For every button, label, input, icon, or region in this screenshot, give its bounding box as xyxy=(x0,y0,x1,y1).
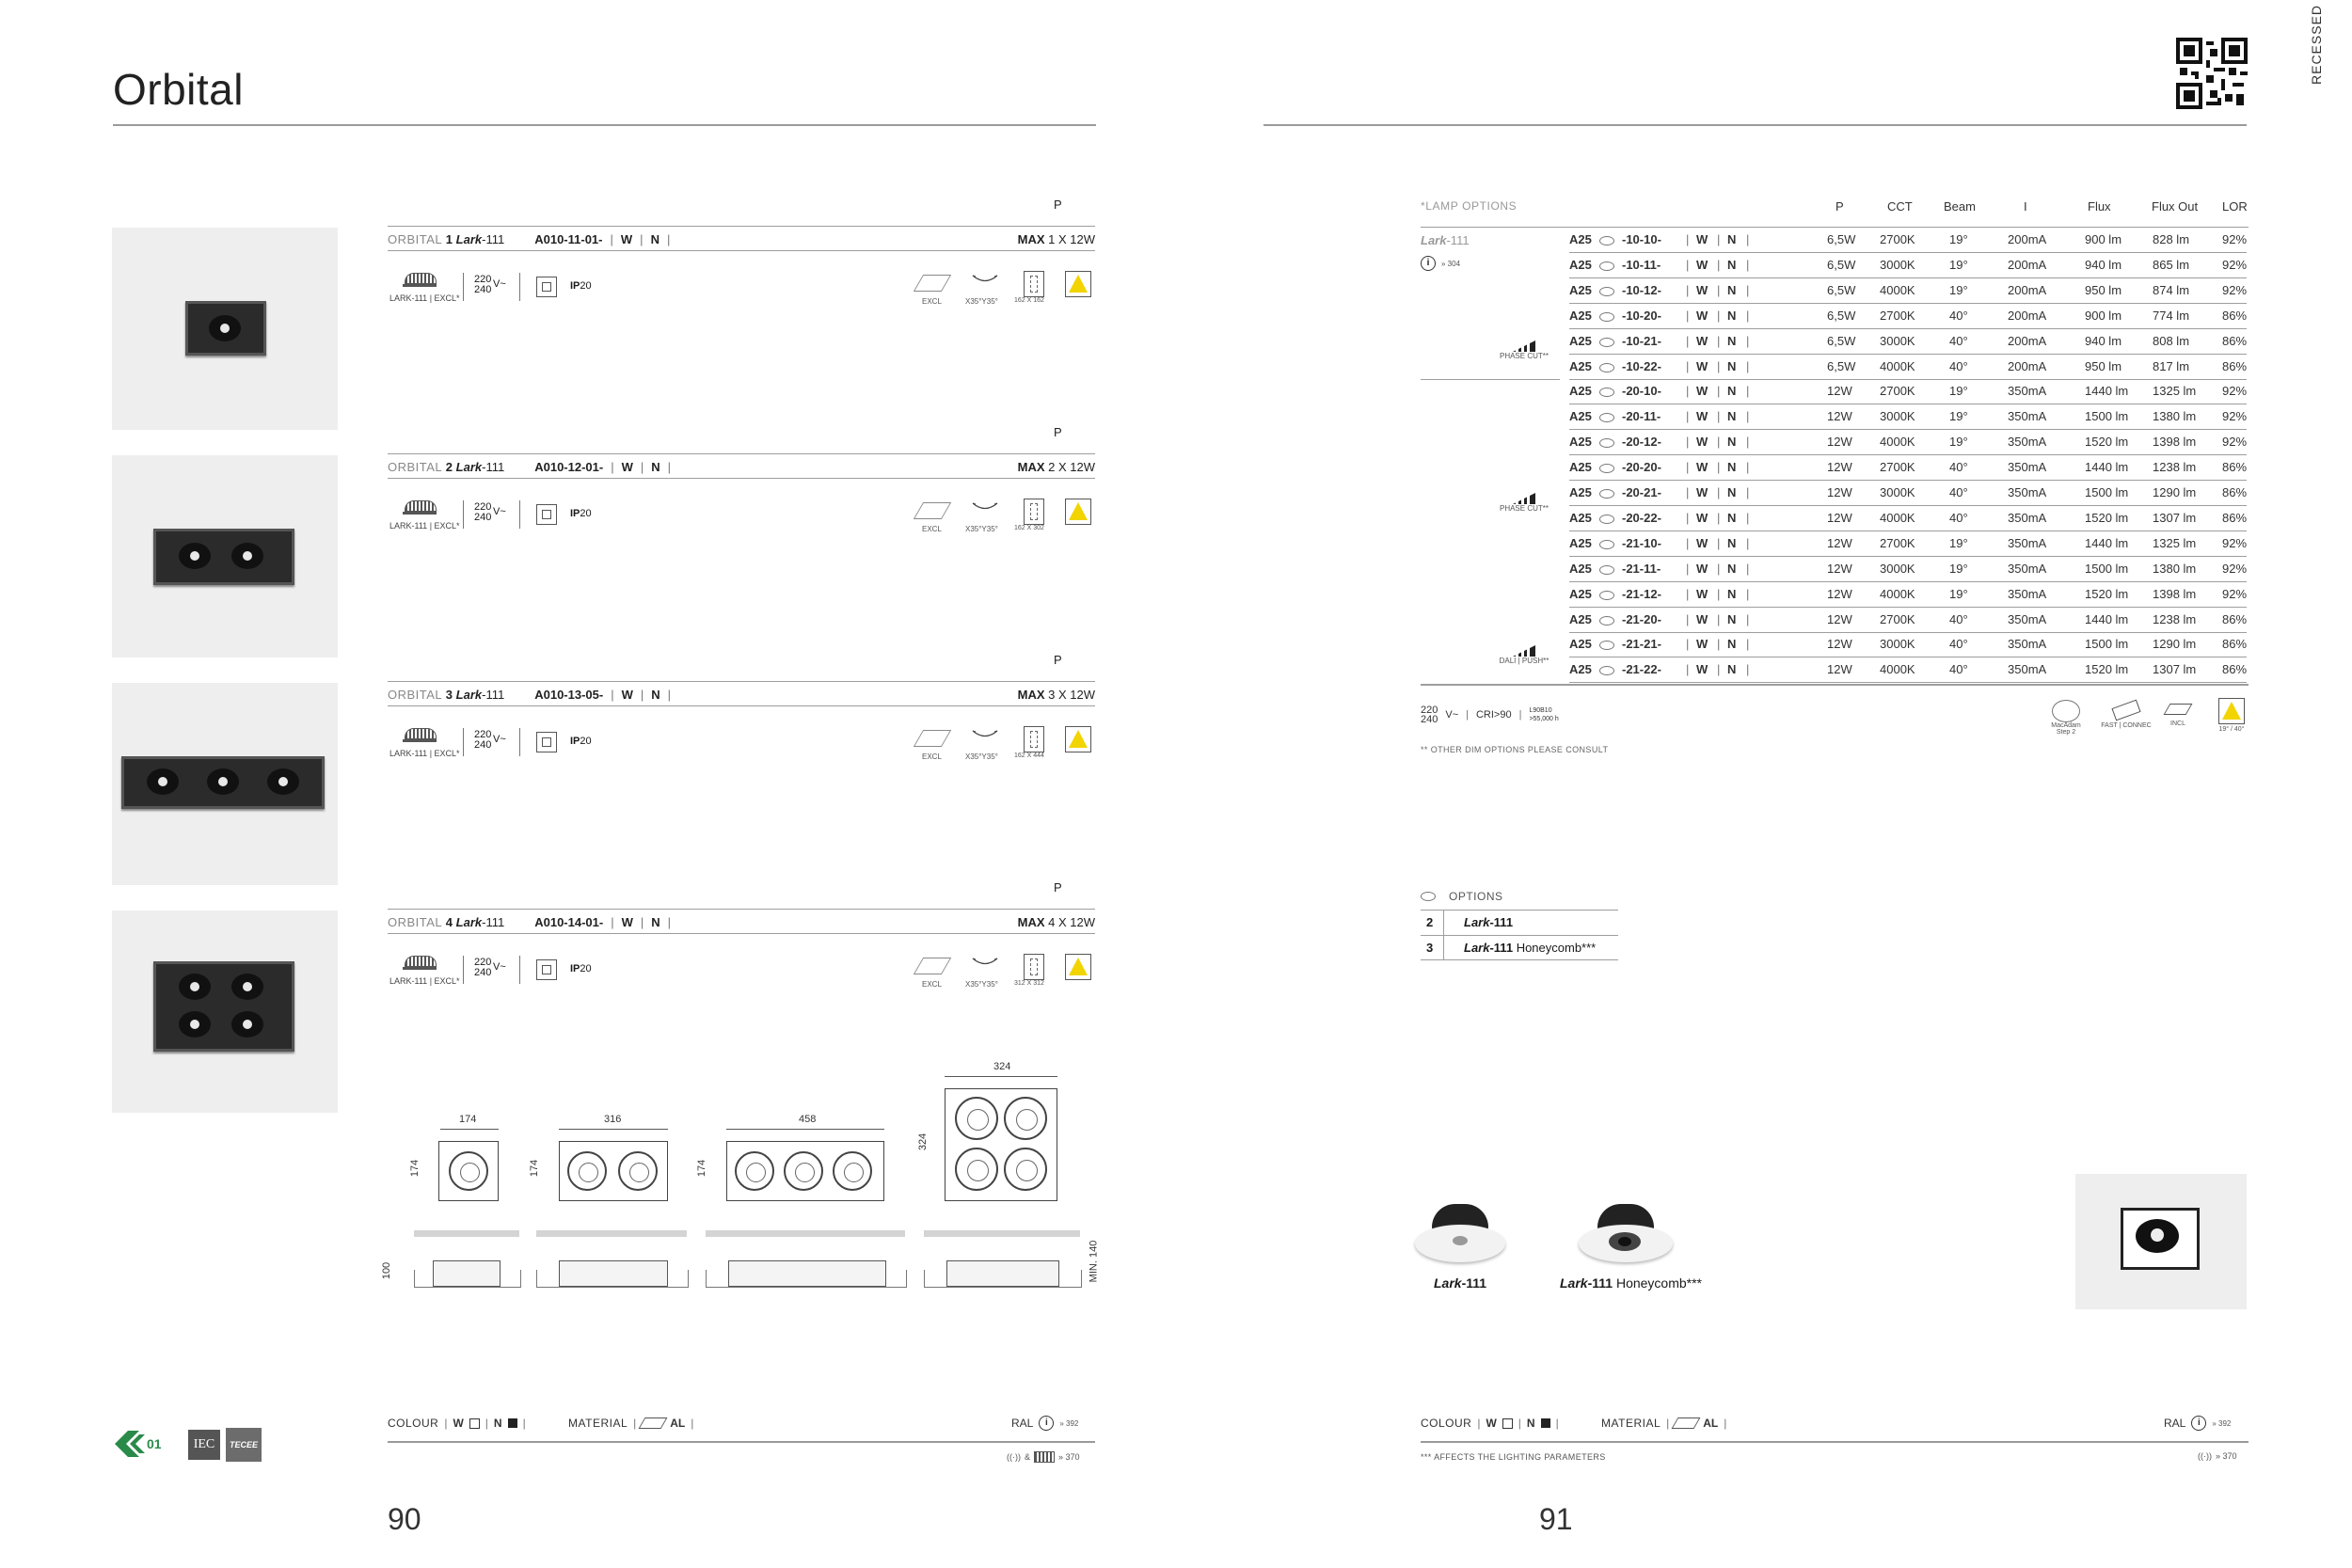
left-footer-dim: ((·)) & » 370 xyxy=(1007,1452,1080,1462)
product-code: A010-14-01- xyxy=(534,914,604,929)
product-code: A010-13-05- xyxy=(534,687,604,702)
product-photo-1 xyxy=(112,228,338,430)
driver-icon xyxy=(914,730,951,747)
lamp-icon xyxy=(405,500,437,514)
product-header: ORBITAL 3 Lark -111 A010-13-05- | W | N | MAX 3 X 12W xyxy=(388,687,1095,702)
lamp-icon xyxy=(405,728,437,741)
right-page-number: 91 xyxy=(1539,1502,1573,1536)
ring-icon xyxy=(1599,363,1614,372)
right-footer-material: MATERIAL | AL | xyxy=(1601,1417,1727,1430)
dim-3-height: 174 xyxy=(696,1159,708,1178)
excl-label: EXCL xyxy=(922,752,942,761)
lamp-label: LARK-111 | EXCL* xyxy=(389,521,460,531)
left-page-number: 90 xyxy=(388,1502,421,1536)
fast-connect-badge: FAST | CONNEC xyxy=(2100,704,2153,729)
side-height: 100 xyxy=(381,1261,393,1280)
dim-3-width: 458 xyxy=(799,1114,817,1125)
voltage: 220 240 xyxy=(474,957,492,978)
ip-rating: IP20 xyxy=(570,963,592,974)
voltage: 220 240 xyxy=(474,729,492,751)
cutout-size: 162 X 302 xyxy=(1014,525,1044,531)
ring-icon xyxy=(1599,413,1614,422)
tilt-icon xyxy=(971,728,999,741)
left-footer-colour: COLOUR | W | N | xyxy=(388,1417,526,1430)
voltage: 220 240 xyxy=(474,274,492,295)
lamp-option-row: A25 -20-10- | W | N | 12W 2700K 19° 350mA 1440 lm 1325 lm 92% xyxy=(1569,384,2248,398)
dim-1-width: 174 xyxy=(459,1114,477,1125)
lamp-option-row: A25 -20-22- | W | N | 12W 4000K 40° 350mA 1520 lm 1307 lm 86% xyxy=(1569,511,2248,525)
left-footer-rule xyxy=(388,1441,1095,1443)
beam-icon xyxy=(1065,954,1091,980)
class-icon xyxy=(536,277,557,297)
ip-rating: IP20 xyxy=(570,736,592,747)
power-column-label: P xyxy=(1054,880,1062,895)
ring-icon xyxy=(1599,312,1614,322)
voltage-unit: V~ xyxy=(493,278,506,290)
ip-rating: IP20 xyxy=(570,508,592,519)
ring-icon xyxy=(1599,388,1614,397)
ring-icon xyxy=(1599,641,1614,650)
ring-icon xyxy=(1599,515,1614,524)
lamp-option-row: A25 -20-20- | W | N | 12W 2700K 40° 350mA 1440 lm 1238 lm 86% xyxy=(1569,460,2248,474)
signal-icon: ((·)) xyxy=(1007,1452,1021,1462)
ip-rating: IP20 xyxy=(570,280,592,292)
driver-icon xyxy=(914,958,951,974)
cutout-icon xyxy=(1024,271,1044,297)
cutout-icon xyxy=(1024,726,1044,752)
beam-icon xyxy=(1065,499,1091,525)
power-column-label: P xyxy=(1054,198,1062,212)
dim-1-height: 174 xyxy=(409,1159,421,1178)
ring-icon xyxy=(1599,464,1614,473)
dim-4-width: 324 xyxy=(993,1061,1011,1072)
ring-icon xyxy=(1599,616,1614,626)
ring-icon xyxy=(1599,565,1614,575)
ring-icon xyxy=(1599,236,1614,245)
row-divider xyxy=(1569,682,2247,683)
ring-icon xyxy=(1599,438,1614,448)
material-icon xyxy=(1672,1418,1701,1429)
lamp-icon xyxy=(405,273,437,286)
iec-logo: IEC xyxy=(188,1430,220,1460)
ring-icon xyxy=(1599,261,1614,271)
qr-code[interactable] xyxy=(2176,38,2248,109)
lamp-image-2-label: Lark-111 Honeycomb*** xyxy=(1560,1275,1703,1291)
lamp-option-row: A25 -10-11- | W | N | 6,5W 3000K 19° 200mA 940 lm 865 lm 92% xyxy=(1569,258,2248,272)
macadam-badge: MacAdam Step 2 xyxy=(2047,700,2085,736)
incl-badge: INCL xyxy=(2164,704,2192,727)
product-photo-2 xyxy=(112,455,338,657)
tecee-logo: TECEE xyxy=(226,1428,262,1462)
excl-label: EXCL xyxy=(922,980,942,989)
tilt-angle: X35°Y35° xyxy=(965,297,998,306)
tilt-icon xyxy=(971,500,999,514)
option-row-3: 3 Lark-111 Honeycomb*** xyxy=(1426,941,1597,955)
product-code: A010-11-01- xyxy=(534,231,603,246)
beam-icon xyxy=(1065,726,1091,752)
class-icon xyxy=(536,504,557,525)
left-footer-material: MATERIAL | AL | xyxy=(568,1417,694,1430)
lamp-icon xyxy=(405,956,437,969)
lamp-option-row: A25 -10-22- | W | N | 6,5W 4000K 40° 200mA 950 lm 817 lm 86% xyxy=(1569,359,2248,373)
title-rule xyxy=(113,124,1096,126)
lamp-info[interactable]: i » 304 xyxy=(1421,256,1460,271)
info-icon: i xyxy=(1039,1416,1054,1431)
cutout-size: 162 X 444 xyxy=(1014,752,1044,759)
product-header: ORBITAL 4 Lark -111 A010-14-01- | W | N | MAX 4 X 12W xyxy=(388,914,1095,929)
beam-icon xyxy=(2218,698,2245,724)
right-specs: 220 240 V~ | CRI>90 | L90B10 >55,000 h xyxy=(1421,705,1559,725)
dimmer-bars-icon xyxy=(1513,645,1535,657)
ring-icon xyxy=(1599,489,1614,499)
dim-2-height: 174 xyxy=(529,1159,541,1178)
lamp-option-row: A25 -21-12- | W | N | 12W 4000K 19° 350mA 1520 lm 1398 lm 92% xyxy=(1569,587,2248,601)
lamp-option-row: A25 -20-12- | W | N | 12W 4000K 19° 350mA 1520 lm 1398 lm 92% xyxy=(1569,435,2248,449)
cutout-size: 162 X 162 xyxy=(1014,297,1044,304)
info-icon: i xyxy=(2191,1416,2206,1431)
cutout-icon xyxy=(1024,499,1044,525)
side-tab: RECESSED xyxy=(2309,4,2324,85)
cutout-size: 312 X 312 xyxy=(1014,980,1044,987)
lamp-option-row: A25 -20-21- | W | N | 12W 3000K 40° 350mA 1500 lm 1290 lm 86% xyxy=(1569,485,2248,499)
side-min: MIN. 140 xyxy=(1088,1240,1100,1283)
lamp-image-2 xyxy=(1579,1204,1677,1266)
ring-icon xyxy=(1599,338,1614,347)
right-footer-dim: ((·)) » 370 xyxy=(2198,1451,2237,1461)
product-row xyxy=(388,425,1095,557)
lamp-label: LARK-111 | EXCL* xyxy=(389,749,460,758)
lamp-label: LARK-111 | EXCL* xyxy=(389,293,460,303)
lamp-option-row: A25 -21-20- | W | N | 12W 2700K 40° 350mA 1440 lm 1238 lm 86% xyxy=(1569,612,2248,626)
option-row-2: 2 Lark-111 xyxy=(1426,915,1514,929)
dimmer-bars-icon xyxy=(1513,341,1535,352)
product-row xyxy=(388,198,1095,329)
lamp-label: LARK-111 | EXCL* xyxy=(389,976,460,986)
lamp-option-row: A25 -20-11- | W | N | 12W 3000K 19° 350mA 1500 lm 1380 lm 92% xyxy=(1569,409,2248,423)
dim-group-1: PHASE CUT** xyxy=(1496,341,1552,360)
left-footer-ral: RAL i » 392 xyxy=(1011,1417,1079,1430)
power-column-label: P xyxy=(1054,653,1062,667)
excl-label: EXCL xyxy=(922,525,942,533)
lamp-image-1-label: Lark-111 xyxy=(1434,1275,1487,1291)
ring-icon xyxy=(1599,540,1614,549)
class-icon xyxy=(536,732,557,752)
right-title-rule xyxy=(1263,124,2247,126)
beam-icon xyxy=(1065,271,1091,297)
ik-rating: 01 xyxy=(147,1436,162,1451)
voltage: 220 240 xyxy=(474,501,492,523)
options-ring-icon xyxy=(1421,892,1436,901)
lamp-option-row: A25 -21-22- | W | N | 12W 4000K 40° 350mA 1520 lm 1307 lm 86% xyxy=(1569,662,2248,676)
dim-4-height: 324 xyxy=(917,1132,930,1151)
dim-2-width: 316 xyxy=(604,1114,622,1125)
installed-photo xyxy=(2075,1174,2247,1309)
right-footer-ral: RAL i » 392 xyxy=(2164,1417,2232,1430)
product-header: ORBITAL 2 Lark -111 A010-12-01- | W | N | MAX 2 X 12W xyxy=(388,459,1095,474)
excl-label: EXCL xyxy=(922,297,942,306)
macadam-icon xyxy=(2052,700,2080,722)
ring-icon xyxy=(1599,666,1614,675)
dim-group-2: PHASE CUT** xyxy=(1496,493,1552,513)
tilt-angle: X35°Y35° xyxy=(965,752,998,761)
dim-note: ** OTHER DIM OPTIONS PLEASE CONSULT xyxy=(1421,745,1609,754)
dimmer-bars-icon xyxy=(1513,493,1535,504)
product-row xyxy=(388,653,1095,784)
product-header: ORBITAL 1 Lark -111 A010-11-01- | W | N | MAX 1 X 12W xyxy=(388,231,1095,246)
tilt-angle: X35°Y35° xyxy=(965,980,998,989)
tilt-icon xyxy=(971,273,999,286)
connector-icon xyxy=(2111,700,2140,721)
lamp-name: Lark-111 xyxy=(1421,233,1470,247)
options-header: OPTIONS xyxy=(1421,890,1503,903)
lamp-option-row: A25 -21-11- | W | N | 12W 3000K 19° 350mA 1500 lm 1380 lm 92% xyxy=(1569,562,2248,576)
lamp-option-row: A25 -21-10- | W | N | 12W 2700K 19° 350mA 1440 lm 1325 lm 92% xyxy=(1569,536,2248,550)
signal-icon: ((·)) xyxy=(2198,1451,2212,1461)
voltage-unit: V~ xyxy=(493,506,506,517)
product-code: A010-12-01- xyxy=(534,459,604,474)
tilt-icon xyxy=(971,956,999,969)
lamp-option-row: A25 -21-21- | W | N | 12W 3000K 40° 350mA 1500 lm 1290 lm 86% xyxy=(1569,637,2248,651)
cutout-icon xyxy=(1024,954,1044,980)
right-footer-colour: COLOUR | W | N | xyxy=(1421,1417,1559,1430)
lamp-option-row: A25 -10-10- | W | N | 6,5W 2700K 19° 200mA 900 lm 828 lm 92% xyxy=(1569,232,2248,246)
product-photo-4 xyxy=(112,911,338,1113)
voltage-unit: V~ xyxy=(493,961,506,973)
dim-bars-icon xyxy=(1034,1451,1055,1463)
power-column-label: P xyxy=(1054,425,1062,439)
material-icon xyxy=(639,1418,668,1429)
right-footer-rule xyxy=(1421,1441,2249,1443)
lamp-option-row: A25 -10-12- | W | N | 6,5W 4000K 19° 200mA 950 lm 874 lm 92% xyxy=(1569,283,2248,297)
driver-icon xyxy=(914,502,951,519)
right-footer-note: *** AFFECTS THE LIGHTING PARAMETERS xyxy=(1421,1452,1606,1462)
product-photo-3 xyxy=(112,683,338,885)
dim-group-3: DALI | PUSH** xyxy=(1496,645,1552,665)
lamp-option-row: A25 -10-21- | W | N | 6,5W 3000K 40° 200mA 940 lm 808 lm 86% xyxy=(1569,334,2248,348)
driver-icon xyxy=(914,275,951,292)
lamp-option-row: A25 -10-20- | W | N | 6,5W 2700K 40° 200mA 900 lm 774 lm 86% xyxy=(1569,309,2248,323)
ring-icon xyxy=(1599,287,1614,296)
driver-icon xyxy=(2164,704,2193,715)
ik-rating-logo xyxy=(113,1428,169,1460)
lamp-image-1 xyxy=(1415,1204,1509,1266)
page-title: Orbital xyxy=(113,65,244,114)
voltage-unit: V~ xyxy=(493,734,506,745)
tilt-angle: X35°Y35° xyxy=(965,525,998,533)
class-icon xyxy=(536,959,557,980)
beam-badge: 19° / 40° xyxy=(2213,698,2250,733)
info-icon: i xyxy=(1421,256,1436,271)
ring-icon xyxy=(1599,591,1614,600)
product-row xyxy=(388,880,1095,1012)
